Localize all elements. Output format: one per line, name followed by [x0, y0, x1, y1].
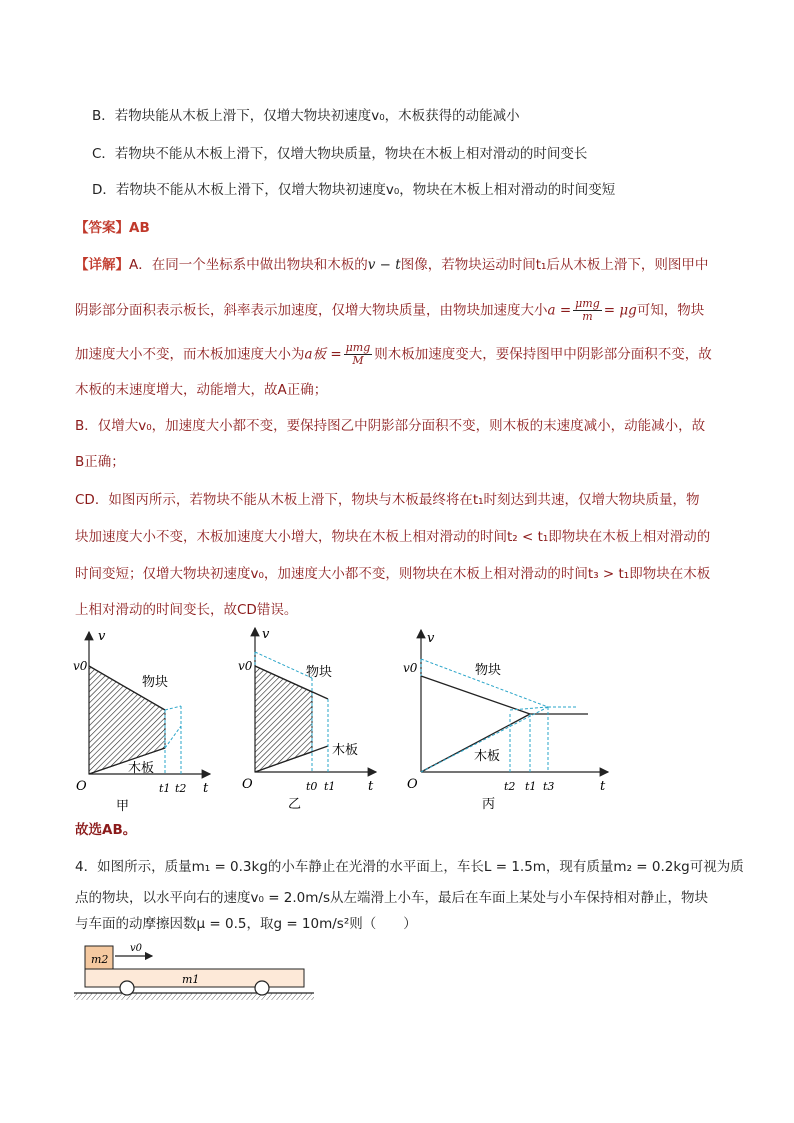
bing-t1-label: t1 — [525, 780, 537, 793]
bing-caption: 丙 — [482, 797, 496, 812]
jia-t2-label: t2 — [175, 782, 187, 795]
detail-a-line3 — [75, 342, 712, 367]
conclusion — [75, 820, 136, 840]
jia-v0-label: v0 — [73, 659, 88, 673]
detail-a-text2-end: 可知，物块 — [636, 302, 705, 319]
detail-a-line4: 木板的末速度增大，动能增大，故A正确； — [75, 382, 328, 398]
q4-line2: 点的物块，以水平向右的速度v₀ = 2.0m/s从左端滑上小车，最后在车面上某处与小车保持相对静止，物块 — [75, 890, 708, 906]
detail-a-text1: A．在同一个坐标系中做出物块和木板的 — [129, 257, 368, 273]
eq-a: a = — [547, 302, 572, 319]
fraction-a-num: μmg — [575, 297, 600, 310]
cart-diagram — [70, 936, 320, 1006]
fraction-b — [344, 342, 373, 367]
graph-jia — [73, 629, 210, 814]
detail-b-line2: B正确； — [75, 454, 125, 470]
graph-yi — [238, 627, 376, 812]
yi-t-label: t — [368, 779, 374, 794]
detail-a-line2 — [75, 298, 704, 323]
bing-board-label: 木板 — [474, 749, 501, 764]
yi-board-label: 木板 — [332, 743, 359, 758]
yi-caption: 乙 — [288, 797, 302, 812]
detail-cd-line4: 上相对滑动的时间变长，故CD错误。 — [75, 602, 298, 618]
fraction-a-den: m — [582, 310, 593, 323]
jia-board-label: 木板 — [128, 761, 155, 776]
m1-label: m1 — [182, 973, 200, 986]
yi-origin: O — [242, 777, 253, 792]
q4-line3: 与车面的动摩擦因数μ = 0.5，取g = 10m/s²则（ ） — [75, 916, 417, 932]
answer-value: AB — [129, 220, 150, 236]
yi-block-label: 物块 — [306, 665, 333, 680]
answer-line — [75, 218, 150, 238]
vt-symbol: v − t — [367, 257, 401, 273]
jia-t1-label: t1 — [159, 782, 171, 795]
detail-a-text1c: 图像，若物块运动时间t₁后从木板上滑下，则图甲中 — [400, 257, 709, 273]
bing-t3-label: t3 — [543, 780, 555, 793]
option-d: D．若物块不能从木板上滑下，仅增大物块初速度v₀，物块在木板上相对滑动的时间变短 — [92, 182, 616, 198]
jia-t-label: t — [203, 781, 209, 796]
bing-block-label: 物块 — [475, 663, 502, 678]
detail-cd-line1: CD．如图丙所示，若物块不能从木板上滑下，物块与木板最终将在t₁时刻达到共速，仅增大物块质量，物 — [75, 492, 700, 508]
detail-a-text3-end: 则木板加速度变大，要保持图甲中阴影部分面积不变，故 — [374, 346, 712, 363]
detail-label: 【详解】 — [75, 257, 129, 273]
jia-dash-board — [165, 726, 181, 748]
eq-a2: = μg — [603, 302, 637, 319]
fraction-a — [573, 298, 602, 323]
jia-origin: O — [76, 779, 87, 794]
yi-shaded-area — [255, 666, 312, 772]
q4-line1: 4．如图所示，质量m₁ = 0.3kg的小车静止在光滑的水平面上，车长L = 1.5m，现有质量m₂ = 0.2kg可视为质 — [75, 859, 744, 875]
fraction-b-den: M — [352, 354, 364, 367]
bing-v0-label: v0 — [403, 661, 418, 675]
answer-label: 【答案】 — [75, 220, 129, 236]
detail-a-text2: 阴影部分面积表示板长，斜率表示加速度，仅增大物块质量，由物块加速度大小 — [75, 302, 548, 319]
bing-t2-label: t2 — [504, 780, 516, 793]
detail-cd-line2: 块加速度大小不变，木板加速度大小增大，物块在木板上相对滑动的时间t₂ < t₁即物块在木板上相对滑动的 — [75, 529, 711, 545]
cart-wheel-left — [120, 981, 134, 995]
jia-block-label: 物块 — [142, 675, 169, 690]
bing-origin: O — [407, 777, 418, 792]
conclusion-text: 故选AB。 — [75, 822, 137, 838]
vt-graphs — [70, 620, 630, 820]
option-c: C．若物块不能从木板上滑下，仅增大物块质量，物块在木板上相对滑动的时间变长 — [92, 146, 588, 162]
bing-t-label: t — [600, 779, 606, 794]
cart-wheel-right — [255, 981, 269, 995]
jia-caption: 甲 — [116, 799, 130, 814]
bing-block-line — [421, 676, 530, 714]
yi-v-label: v — [262, 627, 270, 642]
yi-t0-label: t0 — [306, 780, 318, 793]
m2-label: m2 — [91, 953, 109, 966]
detail-a-line1 — [75, 255, 708, 275]
yi-t1-label: t1 — [324, 780, 336, 793]
bing-v-label: v — [427, 631, 435, 646]
fraction-b-num: μmg — [345, 341, 371, 354]
jia-v-label: v — [98, 629, 106, 644]
graph-bing — [403, 630, 608, 812]
detail-a-text3: 加速度大小不变，而木板加速度大小为 — [75, 346, 305, 363]
jia-dash-block — [165, 706, 181, 710]
v0-label: v0 — [130, 943, 143, 954]
detail-b-line1: B．仅增大v₀，加速度大小都不变，要保持图乙中阴影部分面积不变，则木板的末速度减小，动能减小，故 — [75, 418, 706, 434]
yi-v0-label: v0 — [238, 659, 253, 673]
detail-cd-line3: 时间变短；仅增大物块初速度v₀，加速度大小都不变，则物块在木板上相对滑动的时间t₃ > t₁即物块在木板 — [75, 566, 711, 582]
ground-hatch — [74, 993, 314, 1000]
option-b: B．若物块能从木板上滑下，仅增大物块初速度v₀，木板获得的动能减小 — [92, 108, 520, 124]
eq-a-board: a板 = — [304, 346, 342, 363]
